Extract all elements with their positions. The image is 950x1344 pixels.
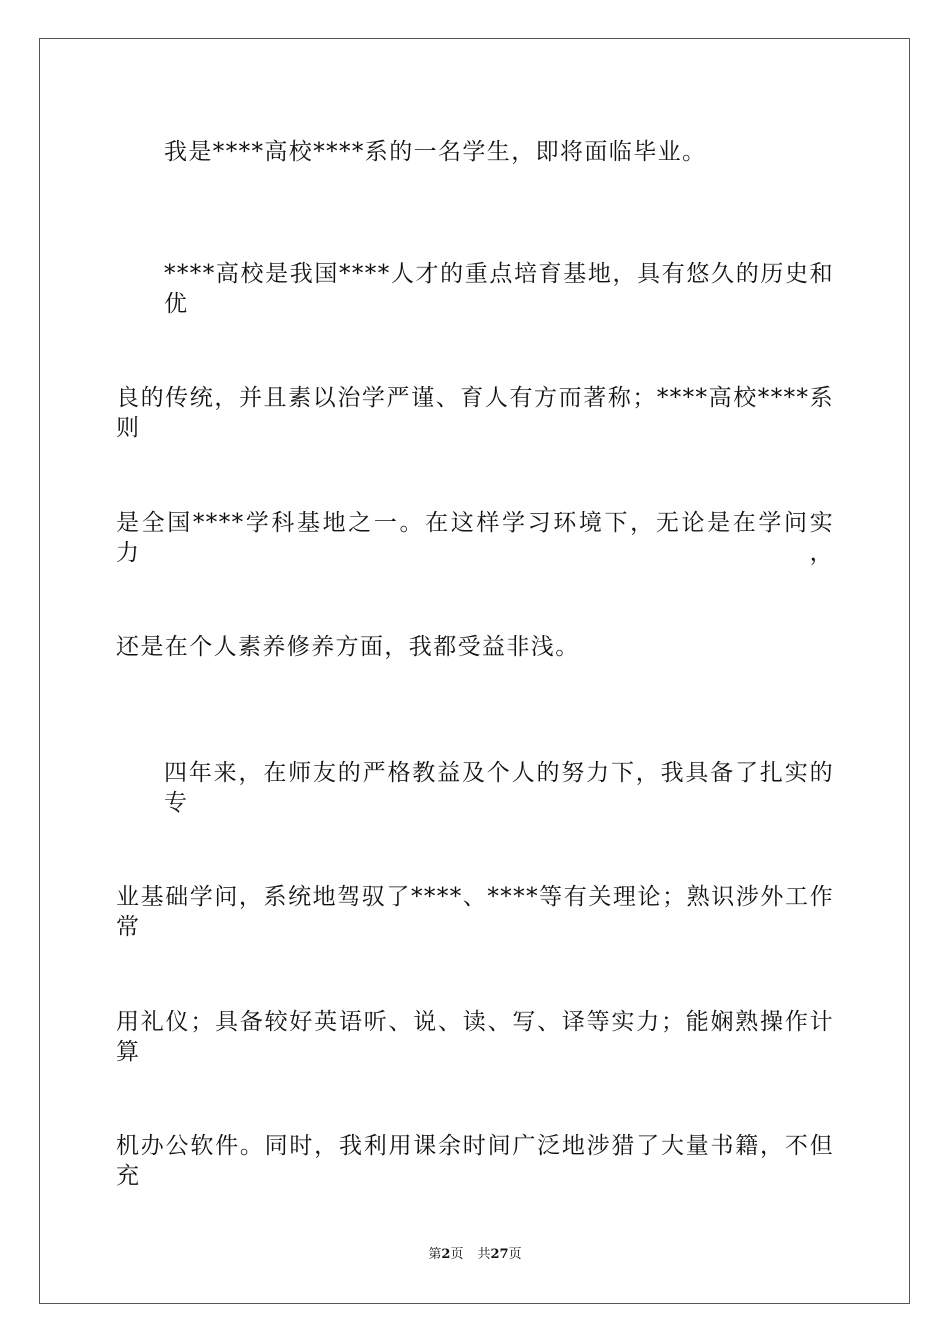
paragraph-3-line-1: 四年来，在师友的严格教益及个人的努力下，我具备了扎实的专 bbox=[164, 760, 834, 816]
footer-page-prefix: 第 bbox=[428, 1247, 442, 1262]
paragraph-2-line-4: 还是在个人素养修养方面，我都受益非浅。 bbox=[116, 634, 580, 660]
paragraph-3-line-4: 机办公软件。同时，我利用课余时间广泛地涉猎了大量书籍，不但充 bbox=[116, 1133, 834, 1189]
paragraph-3-line-2: 业基础学问，系统地驾驭了****、****等有关理论；熟识涉外工作常 bbox=[116, 884, 834, 940]
paragraph-3-line-3: 用礼仪；具备较好英语听、说、读、写、译等实力；能娴熟操作计算 bbox=[116, 1009, 834, 1065]
paragraph-2-line-3: 是全国****学科基地之一。在这样学习环境下，无论是在学问实力， bbox=[116, 510, 834, 566]
footer-page-number: 2 bbox=[441, 1247, 451, 1262]
paragraph-2-line-1: ****高校是我国****人才的重点培育基地，具有悠久的历史和优 bbox=[164, 261, 834, 317]
page-footer bbox=[0, 1246, 950, 1264]
footer-total-prefix: 共 bbox=[477, 1247, 491, 1262]
paragraph-1-line-1: 我是****高校****系的一名学生，即将面临毕业。 bbox=[164, 139, 707, 165]
footer-total-suffix: 页 bbox=[508, 1247, 522, 1262]
footer-total-pages: 27 bbox=[490, 1247, 509, 1262]
page-border bbox=[39, 38, 910, 1304]
footer-page-suffix: 页 bbox=[450, 1247, 464, 1262]
paragraph-2-line-2: 良的传统，并且素以治学严谨、育人有方而著称；****高校****系则 bbox=[116, 385, 834, 441]
